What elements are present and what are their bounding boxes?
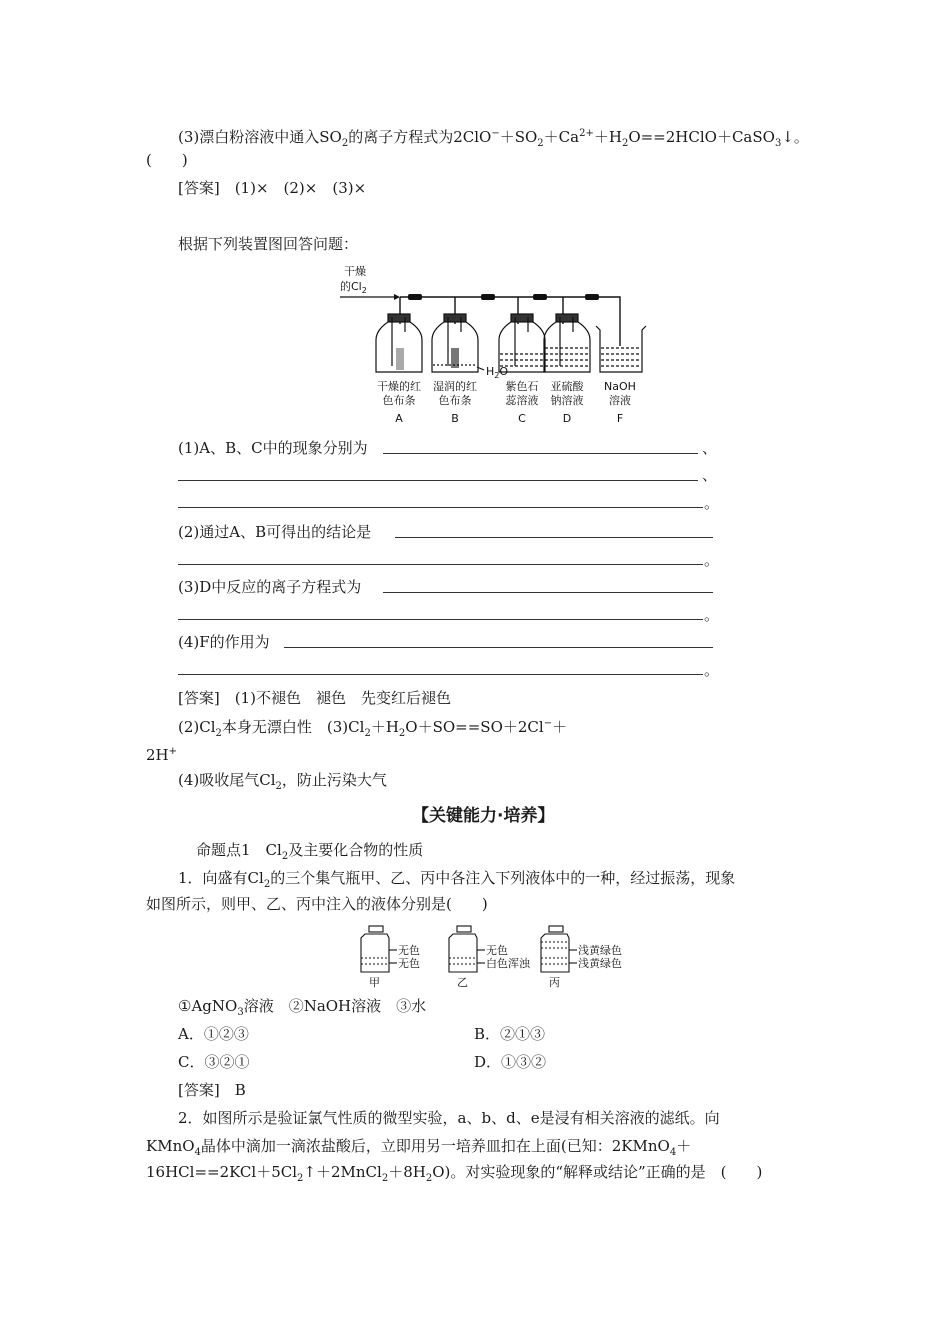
sub: 2 (364, 728, 371, 739)
p1-answer: [答案] B (178, 1081, 246, 1099)
period: 。 (704, 551, 720, 569)
answer-text: 2H (146, 746, 169, 764)
sub: 4 (669, 1147, 677, 1158)
p2-text: 晶体中滴加一滴浓盐酸后，立即用另一培养皿扣在上面(已知：2KMnO (200, 1137, 670, 1155)
answer-blank[interactable] (178, 674, 703, 675)
jar-jia-bottom: 无色 (398, 957, 420, 970)
p2-text: 16HCl==2KCl＋5Cl (146, 1163, 298, 1181)
bottle-labels (377, 379, 636, 425)
q3-text: O==2HClO＋CaSO (628, 128, 775, 146)
topic-text: 命题点1 Cl (196, 841, 282, 859)
answer-text: (4)吸收尾气Cl (178, 771, 276, 789)
question-3 (178, 577, 361, 597)
jar-bing-top: 浅黄绿色 (578, 944, 622, 957)
p2-text: ＋ (676, 1137, 692, 1155)
option-d[interactable]: D．①③② (474, 1053, 547, 1071)
answer-blank[interactable] (178, 619, 703, 620)
label-f-1: NaOH (604, 380, 636, 393)
answer-blank[interactable] (383, 592, 713, 593)
p1-options-list (178, 996, 426, 1023)
question-text: (2)通过A、B可得出的结论是 (178, 523, 372, 541)
q3-line (178, 124, 809, 154)
answer-3 (146, 742, 177, 765)
answer-text: ＋H (370, 718, 399, 736)
bottle-c (499, 314, 545, 372)
comma: 、 (702, 466, 718, 484)
tube-joint (481, 294, 495, 300)
sup: − (491, 128, 500, 139)
label-d-2: 钠溶液 (550, 394, 584, 407)
label-b-id: B (451, 412, 459, 425)
sub: 2 (398, 728, 406, 739)
jar-yi-top: 无色 (486, 944, 508, 957)
period: 。 (704, 661, 720, 679)
q3-text: (3)漂白粉溶液中通入SO (178, 128, 342, 146)
question-text: (1)A、B、C中的现象分别为 (178, 439, 368, 457)
jar-bing-bottom: 浅黄绿色 (578, 957, 622, 970)
sub: 2 (275, 781, 282, 792)
label-a-2: 色布条 (382, 394, 416, 407)
question-4 (178, 632, 270, 652)
jar-jia (361, 926, 397, 972)
label-c-id: C (518, 412, 526, 425)
sub: 2 (281, 851, 289, 862)
sub: 3 (237, 1007, 244, 1018)
answer-text: O＋SO==SO＋2Cl (405, 718, 544, 736)
label-d-id: D (562, 412, 572, 425)
q3-text: ↓。 (781, 128, 809, 146)
answer-text: 本身无漂白性 (3)Cl (221, 718, 365, 736)
sub: 2 (537, 138, 544, 149)
sup: 2+ (579, 128, 594, 139)
sub: 2 (621, 138, 629, 149)
tube-joint (585, 294, 599, 300)
water-label: $H_2O$ (486, 365, 509, 380)
jar-yi (449, 926, 485, 972)
label-d-1: 亚硫酸 (550, 380, 584, 393)
sup: + (168, 746, 178, 757)
label-c-2: 蕊溶液 (505, 394, 539, 407)
jar-yi-bottom: 白色浑浊 (486, 957, 530, 970)
answer-text: ＋ (552, 718, 568, 736)
label-b-2: 色布条 (438, 394, 472, 407)
answer-text: ，防止污染大气 (281, 771, 387, 789)
jar-jia-top: 无色 (398, 944, 420, 957)
p2-text: ＋8H (388, 1163, 426, 1181)
sub: 2 (263, 879, 271, 890)
connecting-tubes (400, 297, 620, 346)
sub: 2 (425, 1173, 433, 1184)
jar-jia-name: 甲 (369, 976, 380, 989)
answer-1: [答案] (1)不褪色 褪色 先变红后褪色 (178, 689, 451, 707)
question-2 (178, 522, 371, 542)
label-a-1: 干燥的红 (377, 380, 421, 393)
jar-yi-name: 乙 (457, 976, 468, 989)
p2-text: KMnO (146, 1137, 195, 1155)
answer-blank[interactable] (383, 453, 698, 454)
comma: 、 (702, 439, 718, 457)
sub: 2 (341, 138, 349, 149)
label-f-2: 溶液 (609, 394, 631, 407)
answer-blank[interactable] (178, 480, 698, 481)
q3-answer: [答案] (1)× (2)× (3)× (178, 179, 367, 197)
label-b-1: 湿润的红 (433, 380, 477, 393)
sub: 2 (381, 1173, 389, 1184)
q3-text: 的离子方程式为2ClO (348, 128, 492, 146)
label-f-id: F (616, 412, 624, 425)
answer-blank[interactable] (178, 564, 703, 565)
sub: 3 (774, 138, 782, 149)
q3-paren: ( ) (146, 151, 188, 169)
beaker-f (596, 326, 646, 372)
label-c-1: 紫色石 (505, 380, 539, 393)
p1-line1 (178, 868, 735, 895)
p1-text: 溶液 ②NaOH溶液 ③水 (243, 997, 427, 1015)
answer-blank[interactable] (178, 507, 703, 508)
p2-line3 (146, 1162, 762, 1189)
answer-text: (2)Cl (178, 718, 216, 736)
q3-text: ＋H (593, 128, 622, 146)
answer-2 (178, 714, 567, 744)
question-1 (178, 438, 368, 458)
bottle-a (376, 314, 422, 372)
sub: 4 (194, 1147, 201, 1158)
q3-text: ＋SO (499, 128, 538, 146)
p1-text: 的三个集气瓶甲、乙、丙中各注入下列液体中的一种，经过振荡，现象 (270, 869, 736, 887)
p2-line1: 2．如图所示是验证氯气性质的微型实验，a、b、d、e是浸有相关溶液的滤纸。向 (178, 1109, 720, 1127)
p1-line2: 如图所示，则甲、乙、丙中注入的液体分别是( ) (146, 895, 488, 913)
arrow-head-icon (394, 294, 400, 300)
p2-line2 (146, 1136, 691, 1163)
inlet-label-2: 的$Cl_2$ (340, 280, 367, 295)
label-a-id: A (395, 412, 403, 425)
jar-bing-name: 丙 (549, 976, 560, 989)
sup: − (543, 718, 553, 729)
apparatus-diagram (330, 262, 650, 430)
sub: 2 (215, 728, 222, 739)
answer-blank[interactable] (395, 537, 713, 538)
p1-text: ①AgNO (178, 997, 238, 1015)
jar-bing (541, 926, 577, 972)
section-title: 【关键能力·培养】 (412, 806, 555, 826)
period: 。 (704, 606, 720, 624)
topic-line (196, 840, 423, 867)
answer-blank[interactable] (284, 647, 713, 648)
period: 。 (704, 494, 720, 512)
inlet-label-1: 干燥 (344, 265, 366, 278)
topic-text: 及主要化合物的性质 (288, 841, 424, 859)
option-b[interactable]: B．②①③ (474, 1025, 546, 1043)
jars-diagram (355, 922, 635, 992)
question-text: (4)F的作用为 (178, 633, 270, 651)
p1-text: 1．向盛有Cl (178, 869, 264, 887)
sub: 2 (297, 1173, 304, 1184)
option-c[interactable]: C．③②① (178, 1053, 250, 1071)
tube-joint (533, 294, 547, 300)
q3-text: ＋Ca (543, 128, 580, 146)
p2-text: ↑＋2MnCl (303, 1163, 382, 1181)
tube-joint (408, 294, 422, 300)
option-a[interactable]: A．①②③ (178, 1025, 249, 1043)
answer-4 (178, 770, 387, 797)
p2-text: O)。对实验现象的“解释或结论”正确的是 ( ) (432, 1163, 763, 1181)
question-text: (3)D中反应的离子方程式为 (178, 578, 362, 596)
apparatus-intro: 根据下列装置图回答问题： (178, 235, 359, 253)
bottle-d (544, 314, 590, 372)
bottle-b (432, 314, 484, 372)
